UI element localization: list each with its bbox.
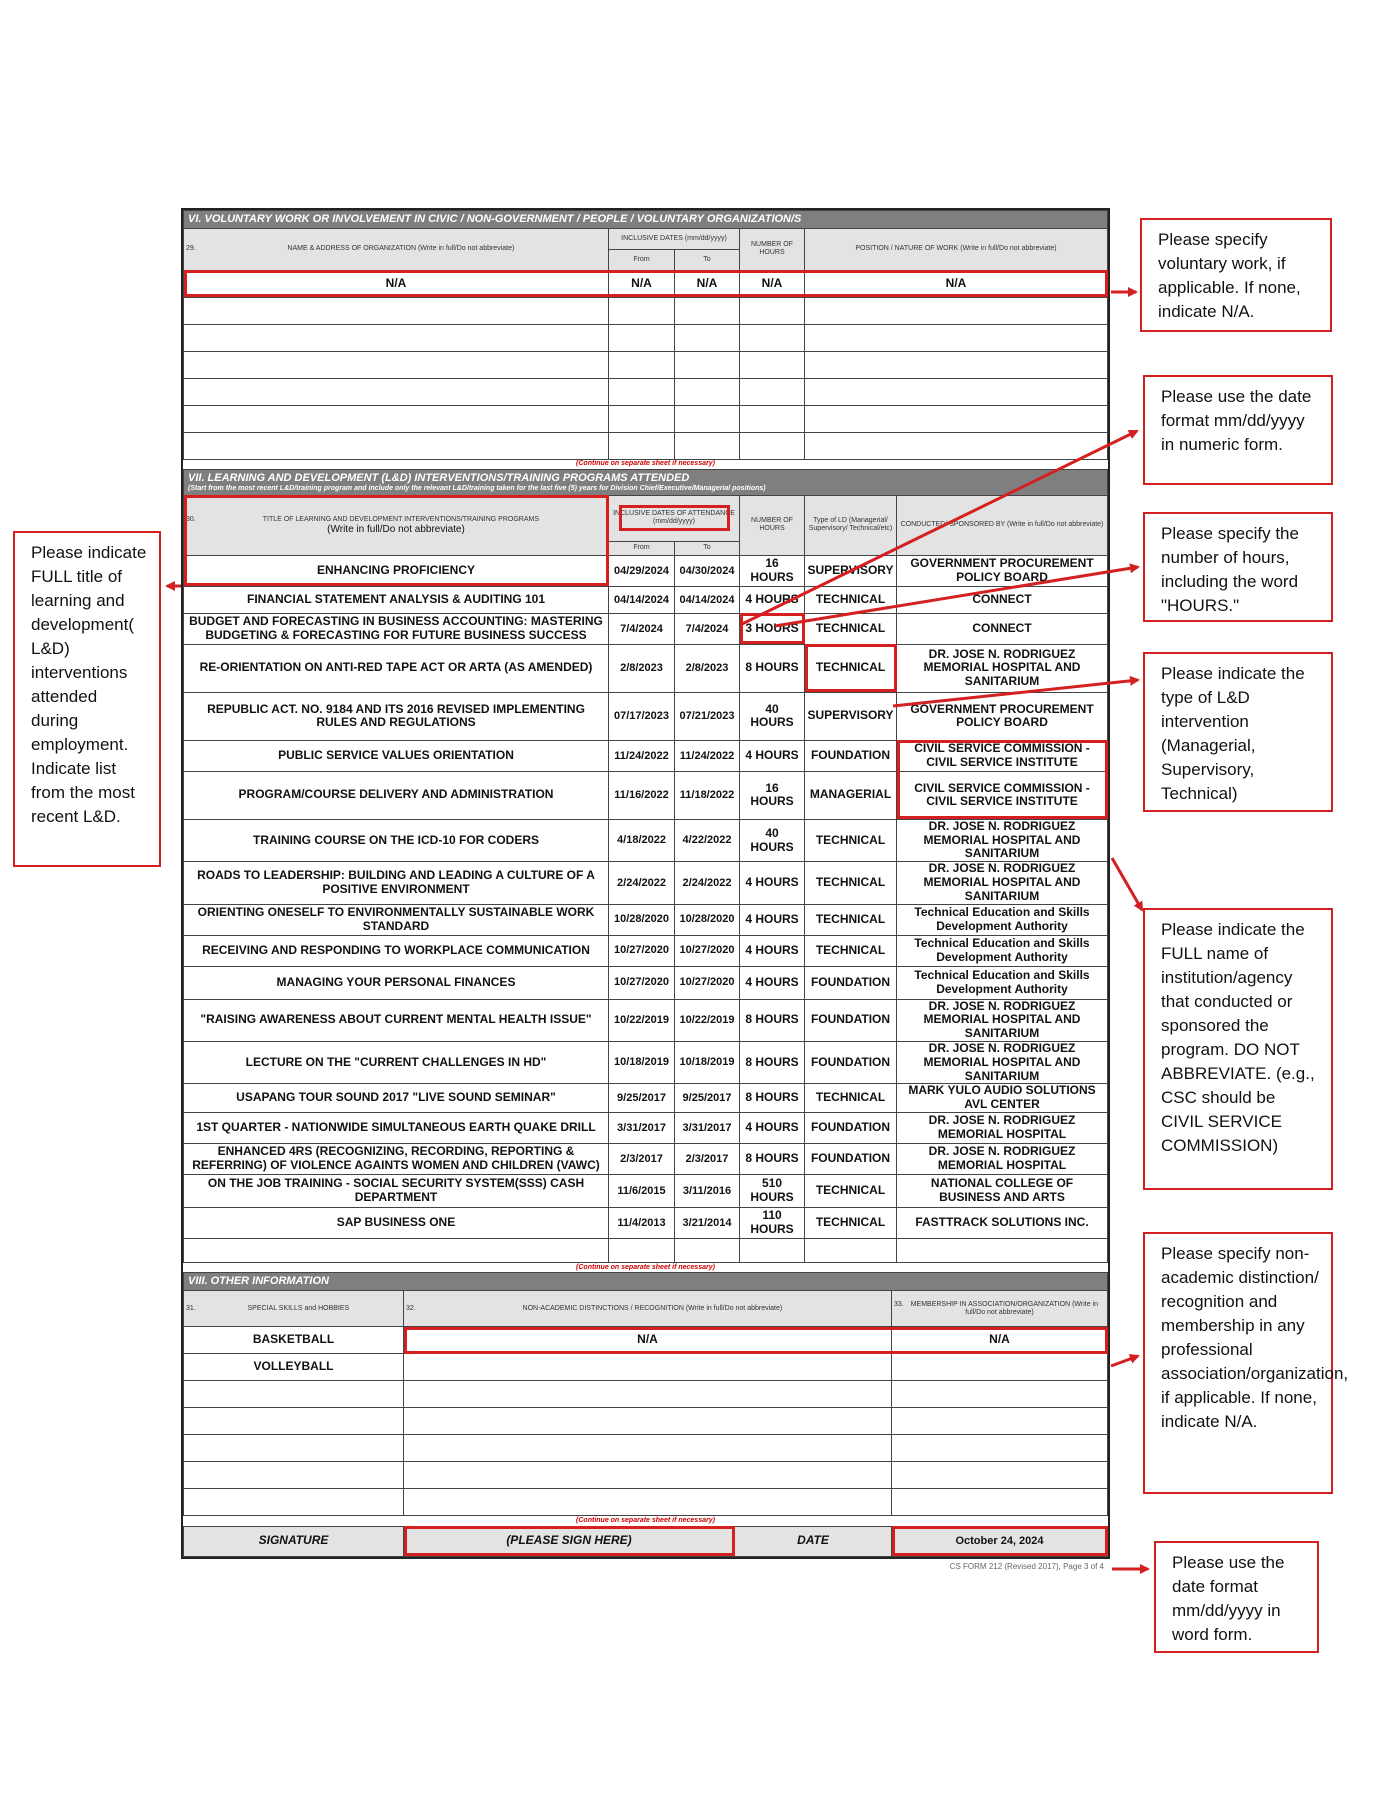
- ld-to[interactable]: 04/14/2024: [675, 586, 740, 613]
- ld-type[interactable]: SUPERVISORY: [805, 555, 897, 586]
- ld-title[interactable]: PUBLIC SERVICE VALUES ORIENTATION: [184, 740, 609, 771]
- vw-position[interactable]: N/A: [805, 270, 1108, 297]
- note-hours: Please specify the number of hours, including the word "HOURS.": [1143, 512, 1333, 622]
- note-voluntary: Please specify voluntary work, if applicable. If none, indicate N/A.: [1140, 218, 1332, 332]
- ld-title[interactable]: SAP BUSINESS ONE: [184, 1207, 609, 1238]
- ld-from[interactable]: 2/24/2022: [609, 862, 675, 904]
- ld-type[interactable]: FOUNDATION: [805, 740, 897, 771]
- ld-from[interactable]: 10/18/2019: [609, 1042, 675, 1084]
- vw-empty-row[interactable]: [184, 324, 1108, 351]
- note-date-word: Please use the date format mm/dd/yyyy in word form.: [1154, 1541, 1319, 1653]
- ld-sponsor[interactable]: DR. JOSE N. RODRIGUEZ MEMORIAL HOSPITAL AND SANITARIUM: [897, 819, 1108, 861]
- other-rows: [184, 1327, 1108, 1381]
- other-row: [184, 1327, 1108, 1354]
- vw-empty-row[interactable]: [184, 405, 1108, 432]
- ld-row: [184, 1084, 1108, 1113]
- ld-from[interactable]: 2/3/2017: [609, 1143, 675, 1174]
- form-code: CS FORM 212 (Revised 2017), Page 3 of 4: [949, 1561, 1104, 1571]
- ld-sponsor[interactable]: CONNECT: [897, 586, 1108, 613]
- ld-sponsor[interactable]: MARK YULO AUDIO SOLUTIONS AVL CENTER: [897, 1084, 1108, 1113]
- ld-from[interactable]: 10/22/2019: [609, 999, 675, 1041]
- ld-section-subtitle: (Start from the most recent L&D/training program and include only the relevant L&D/training taken for the last five (5) years for Division Chief/Executive/Managerial positions): [188, 484, 766, 492]
- date-label: DATE: [735, 1526, 892, 1556]
- ld-row: [184, 586, 1108, 613]
- ld-title[interactable]: ON THE JOB TRAINING - SOCIAL SECURITY SYSTEM(SSS) CASH DEPARTMENT: [184, 1174, 609, 1207]
- ld-type[interactable]: TECHNICAL: [805, 904, 897, 935]
- other-col-membership: 33. MEMBERSHIP IN ASSOCIATION/ORGANIZATION (Write in full/Do not abbreviate): [892, 1291, 1108, 1327]
- other-empty-row[interactable]: [184, 1489, 1108, 1516]
- ld-row: [184, 740, 1108, 771]
- ld-row: [184, 1207, 1108, 1238]
- vw-col-dates: INCLUSIVE DATES (mm/dd/yyyy): [609, 228, 740, 249]
- ld-title[interactable]: LECTURE ON THE "CURRENT CHALLENGES IN HD": [184, 1042, 609, 1084]
- ld-from[interactable]: 3/31/2017: [609, 1112, 675, 1143]
- ld-hours[interactable]: 40 HOURS: [740, 692, 805, 740]
- arrow-institution-icon: [1112, 858, 1142, 910]
- ld-title[interactable]: "RAISING AWARENESS ABOUT CURRENT MENTAL HEALTH ISSUE": [184, 999, 609, 1041]
- ld-empty-row[interactable]: [184, 1238, 1108, 1262]
- ld-sponsor[interactable]: NATIONAL COLLEGE OF BUSINESS AND ARTS: [897, 1174, 1108, 1207]
- ld-to[interactable]: 3/11/2016: [675, 1174, 740, 1207]
- ld-from[interactable]: 11/6/2015: [609, 1174, 675, 1207]
- ld-from[interactable]: 7/4/2024: [609, 613, 675, 644]
- ld-to[interactable]: 10/22/2019: [675, 999, 740, 1041]
- ld-type[interactable]: FOUNDATION: [805, 999, 897, 1041]
- ld-row: [184, 904, 1108, 935]
- ld-to[interactable]: 3/31/2017: [675, 1112, 740, 1143]
- other-empty-row[interactable]: [184, 1462, 1108, 1489]
- ld-title[interactable]: ROADS TO LEADERSHIP: BUILDING AND LEADING A CULTURE OF A POSITIVE ENVIRONMENT: [184, 862, 609, 904]
- ld-hours[interactable]: 8 HOURS: [740, 644, 805, 692]
- ld-title[interactable]: ORIENTING ONESELF TO ENVIRONMENTALLY SUSTAINABLE WORK STANDARD: [184, 904, 609, 935]
- ld-type[interactable]: TECHNICAL: [805, 1084, 897, 1113]
- ld-hours[interactable]: 16 HOURS: [740, 555, 805, 586]
- ld-row: [184, 966, 1108, 999]
- other-distinction[interactable]: N/A: [404, 1327, 892, 1354]
- ld-to[interactable]: 10/27/2020: [675, 966, 740, 999]
- ld-title[interactable]: 1ST QUARTER - NATIONWIDE SIMULTANEOUS EARTH QUAKE DRILL: [184, 1112, 609, 1143]
- ld-col-from: From: [609, 541, 675, 555]
- ld-from[interactable]: 10/27/2020: [609, 935, 675, 966]
- other-section-title: VIII. OTHER INFORMATION: [184, 1273, 1108, 1291]
- ld-from[interactable]: 4/18/2022: [609, 819, 675, 861]
- ld-row: [184, 613, 1108, 644]
- ld-col-to: To: [675, 541, 740, 555]
- ld-to[interactable]: 10/28/2020: [675, 904, 740, 935]
- ld-title[interactable]: USAPANG TOUR SOUND 2017 "LIVE SOUND SEMINAR": [184, 1084, 609, 1113]
- ld-from[interactable]: 07/17/2023: [609, 692, 675, 740]
- other-col-skills: 31. SPECIAL SKILLS and HOBBIES: [184, 1291, 404, 1327]
- ld-title[interactable]: REPUBLIC ACT. NO. 9184 AND ITS 2016 REVISED IMPLEMENTING RULES AND REGULATIONS: [184, 692, 609, 740]
- ld-hours[interactable]: 8 HOURS: [740, 1143, 805, 1174]
- other-empty-row[interactable]: [184, 1408, 1108, 1435]
- ld-title[interactable]: PROGRAM/COURSE DELIVERY AND ADMINISTRATION: [184, 771, 609, 819]
- ld-from[interactable]: 11/4/2013: [609, 1207, 675, 1238]
- vw-empty-row[interactable]: [184, 351, 1108, 378]
- vw-row: [184, 270, 1108, 297]
- note-date-numeric: Please use the date format mm/dd/yyyy in numeric form.: [1143, 375, 1333, 485]
- other-continue-note: (Continue on separate sheet if necessary): [184, 1516, 1108, 1526]
- ld-sponsor[interactable]: DR. JOSE N. RODRIGUEZ MEMORIAL HOSPITAL AND SANITARIUM: [897, 999, 1108, 1041]
- ld-hours[interactable]: 4 HOURS: [740, 862, 805, 904]
- vw-col-from: From: [609, 249, 675, 270]
- ld-sponsor[interactable]: DR. JOSE N. RODRIGUEZ MEMORIAL HOSPITAL AND SANITARIUM: [897, 644, 1108, 692]
- other-skill[interactable]: VOLLEYBALL: [184, 1354, 404, 1381]
- ld-sponsor[interactable]: DR. JOSE N. RODRIGUEZ MEMORIAL HOSPITAL: [897, 1143, 1108, 1174]
- ld-type[interactable]: TECHNICAL: [805, 586, 897, 613]
- ld-from[interactable]: 2/8/2023: [609, 644, 675, 692]
- ld-to[interactable]: 10/27/2020: [675, 935, 740, 966]
- other-col-distinctions: 32. NON-ACADEMIC DISTINCTIONS / RECOGNITION (Write in full/Do not abbreviate): [404, 1291, 892, 1327]
- ld-to[interactable]: 2/3/2017: [675, 1143, 740, 1174]
- ld-sponsor[interactable]: CONNECT: [897, 613, 1108, 644]
- ld-row: [184, 1174, 1108, 1207]
- ld-sponsor[interactable]: FASTTRACK SOLUTIONS INC.: [897, 1207, 1108, 1238]
- ld-to[interactable]: 10/18/2019: [675, 1042, 740, 1084]
- ld-row: [184, 999, 1108, 1041]
- ld-rows: [184, 555, 1108, 1238]
- vw-name[interactable]: N/A: [184, 270, 609, 297]
- ld-to[interactable]: 07/21/2023: [675, 692, 740, 740]
- ld-row: [184, 862, 1108, 904]
- vw-to[interactable]: N/A: [675, 270, 740, 297]
- ld-col-hours: NUMBER OF HOURS: [740, 495, 805, 555]
- ld-title[interactable]: ENHANCING PROFICIENCY: [184, 555, 609, 586]
- ld-sponsor[interactable]: Technical Education and Skills Development Authority: [897, 935, 1108, 966]
- ld-title[interactable]: TRAINING COURSE ON THE ICD-10 FOR CODERS: [184, 819, 609, 861]
- ld-sponsor[interactable]: GOVERNMENT PROCUREMENT POLICY BOARD: [897, 555, 1108, 586]
- ld-sponsor[interactable]: DR. JOSE N. RODRIGUEZ MEMORIAL HOSPITAL AND SANITARIUM: [897, 862, 1108, 904]
- ld-type[interactable]: FOUNDATION: [805, 1042, 897, 1084]
- ld-section-title: VII. LEARNING AND DEVELOPMENT (L&D) INTERVENTIONS/TRAINING PROGRAMS ATTENDED (Start from the most recent L&D/training program and include only the relevant L&D/training taken for the last five (5) years for Division Chief/Executive/Managerial positions): [184, 470, 1108, 496]
- ld-type[interactable]: TECHNICAL: [805, 862, 897, 904]
- ld-title[interactable]: BUDGET AND FORECASTING IN BUSINESS ACCOUNTING: MASTERING BUDGETING & FORECASTING FOR FUTURE BUSINESS SUCCESS: [184, 613, 609, 644]
- ld-to[interactable]: 11/24/2022: [675, 740, 740, 771]
- pds-form-page: [181, 208, 1110, 1571]
- ld-from[interactable]: 11/16/2022: [609, 771, 675, 819]
- other-membership[interactable]: [892, 1354, 1108, 1381]
- ld-hours[interactable]: 4 HOURS: [740, 966, 805, 999]
- ld-to[interactable]: 04/30/2024: [675, 555, 740, 586]
- ld-sponsor[interactable]: Technical Education and Skills Development Authority: [897, 904, 1108, 935]
- ld-type[interactable]: SUPERVISORY: [805, 692, 897, 740]
- ld-type[interactable]: TECHNICAL: [805, 819, 897, 861]
- vw-from[interactable]: N/A: [609, 270, 675, 297]
- ld-from[interactable]: 04/14/2024: [609, 586, 675, 613]
- ld-type[interactable]: FOUNDATION: [805, 1112, 897, 1143]
- ld-continue-note: (Continue on separate sheet if necessary): [184, 1262, 1108, 1272]
- ld-sponsor[interactable]: Technical Education and Skills Development Authority: [897, 966, 1108, 999]
- ld-hours[interactable]: 110 HOURS: [740, 1207, 805, 1238]
- ld-title[interactable]: RE-ORIENTATION ON ANTI-RED TAPE ACT OR ARTA (AS AMENDED): [184, 644, 609, 692]
- note-distinction: Please specify non-academic distinction/ recognition and membership in any professional association/organization, if applicable. If none, indicate N/A.: [1143, 1232, 1333, 1494]
- ld-hours[interactable]: 16 HOURS: [740, 771, 805, 819]
- ld-row: [184, 935, 1108, 966]
- vw-hours[interactable]: N/A: [740, 270, 805, 297]
- other-distinction[interactable]: [404, 1354, 892, 1381]
- ld-type[interactable]: TECHNICAL: [805, 644, 897, 692]
- vw-col-hours: NUMBER OF HOURS: [740, 228, 805, 270]
- voluntary-section-title: VI. VOLUNTARY WORK OR INVOLVEMENT IN CIVIC / NON-GOVERNMENT / PEOPLE / VOLUNTARY ORGANIZATION/S: [184, 211, 1108, 229]
- vw-col-position: POSITION / NATURE OF WORK (Write in full/Do not abbreviate): [805, 228, 1108, 270]
- ld-from[interactable]: 10/28/2020: [609, 904, 675, 935]
- ld-title[interactable]: ENHANCED 4RS (RECOGNIZING, RECORDING, REPORTING & REFERRING) OF VIOLENCE AGAINTS WOMEN AND CHILDREN (VAWC): [184, 1143, 609, 1174]
- ld-row: [184, 555, 1108, 586]
- ld-to[interactable]: 2/24/2022: [675, 862, 740, 904]
- vw-empty-row[interactable]: [184, 432, 1108, 459]
- ld-from[interactable]: 11/24/2022: [609, 740, 675, 771]
- ld-from[interactable]: 10/27/2020: [609, 966, 675, 999]
- ld-type[interactable]: TECHNICAL: [805, 1207, 897, 1238]
- note-institution: Please indicate the FULL name of institution/agency that conducted or sponsored the program. DO NOT ABBREVIATE. (e.g., CSC should be CIVIL SERVICE COMMISSION): [1143, 908, 1333, 1190]
- note-type: Please indicate the type of L&D intervention (Managerial, Supervisory, Technical): [1143, 652, 1333, 812]
- ld-to[interactable]: 2/8/2023: [675, 644, 740, 692]
- ld-from[interactable]: 9/25/2017: [609, 1084, 675, 1113]
- ld-hours[interactable]: 40 HOURS: [740, 819, 805, 861]
- ld-sponsor[interactable]: CIVIL SERVICE COMMISSION - CIVIL SERVICE INSTITUTE: [897, 740, 1108, 771]
- ld-row: [184, 1143, 1108, 1174]
- date-field[interactable]: October 24, 2024: [892, 1526, 1108, 1556]
- other-membership[interactable]: N/A: [892, 1327, 1108, 1354]
- ld-col-dates: INCLUSIVE DATES OF ATTENDANCE (mm/dd/yyyy): [609, 495, 740, 541]
- ld-hours[interactable]: 8 HOURS: [740, 1084, 805, 1113]
- other-row: [184, 1354, 1108, 1381]
- ld-type[interactable]: FOUNDATION: [805, 1143, 897, 1174]
- ld-type[interactable]: FOUNDATION: [805, 966, 897, 999]
- signature-field[interactable]: (PLEASE SIGN HERE): [404, 1526, 735, 1556]
- vw-col-name: 29. NAME & ADDRESS OF ORGANIZATION (Write in full/Do not abbreviate): [184, 228, 609, 270]
- ld-type[interactable]: MANAGERIAL: [805, 771, 897, 819]
- ld-row: [184, 1112, 1108, 1143]
- ld-title[interactable]: MANAGING YOUR PERSONAL FINANCES: [184, 966, 609, 999]
- ld-to[interactable]: 3/21/2014: [675, 1207, 740, 1238]
- ld-hours[interactable]: 8 HOURS: [740, 1042, 805, 1084]
- ld-table: [183, 469, 1108, 1272]
- ld-type[interactable]: TECHNICAL: [805, 1174, 897, 1207]
- ld-hours[interactable]: 8 HOURS: [740, 999, 805, 1041]
- signature-label: SIGNATURE: [184, 1526, 404, 1556]
- ld-hours[interactable]: 3 HOURS: [740, 613, 805, 644]
- ld-title[interactable]: FINANCIAL STATEMENT ANALYSIS & AUDITING 101: [184, 586, 609, 613]
- ld-col-type: Type of LD (Managerial/ Supervisory/ Technical/etc): [805, 495, 897, 555]
- arrow-distinction-icon: [1111, 1356, 1138, 1366]
- signature-table: [183, 1526, 1108, 1557]
- ld-from[interactable]: 04/29/2024: [609, 555, 675, 586]
- other-empty-row[interactable]: [184, 1435, 1108, 1462]
- vw-col-to: To: [675, 249, 740, 270]
- ld-hours[interactable]: 510 HOURS: [740, 1174, 805, 1207]
- ld-type[interactable]: TECHNICAL: [805, 935, 897, 966]
- other-info-table: [183, 1272, 1108, 1525]
- voluntary-work-table: [183, 210, 1108, 469]
- ld-hours[interactable]: 4 HOURS: [740, 904, 805, 935]
- ld-hours[interactable]: 4 HOURS: [740, 935, 805, 966]
- ld-type[interactable]: TECHNICAL: [805, 613, 897, 644]
- ld-row: [184, 692, 1108, 740]
- ld-hours[interactable]: 4 HOURS: [740, 740, 805, 771]
- ld-to[interactable]: 11/18/2022: [675, 771, 740, 819]
- ld-col-title: 30. TITLE OF LEARNING AND DEVELOPMENT INTERVENTIONS/TRAINING PROGRAMS (Write in full/Do not abbreviate): [184, 495, 609, 555]
- ld-title[interactable]: RECEIVING AND RESPONDING TO WORKPLACE COMMUNICATION: [184, 935, 609, 966]
- other-skill[interactable]: BASKETBALL: [184, 1327, 404, 1354]
- ld-row: [184, 644, 1108, 692]
- ld-sponsor[interactable]: GOVERNMENT PROCUREMENT POLICY BOARD: [897, 692, 1108, 740]
- ld-row: [184, 1042, 1108, 1084]
- other-empty-row[interactable]: [184, 1381, 1108, 1408]
- ld-sponsor[interactable]: DR. JOSE N. RODRIGUEZ MEMORIAL HOSPITAL: [897, 1112, 1108, 1143]
- ld-to[interactable]: 9/25/2017: [675, 1084, 740, 1113]
- ld-hours[interactable]: 4 HOURS: [740, 586, 805, 613]
- ld-to[interactable]: 4/22/2022: [675, 819, 740, 861]
- vw-continue-note: (Continue on separate sheet if necessary): [184, 459, 1108, 469]
- ld-to[interactable]: 7/4/2024: [675, 613, 740, 644]
- ld-row: [184, 819, 1108, 861]
- ld-col-sponsor: CONDUCTED/ SPONSORED BY (Write in full/Do not abbreviate): [897, 495, 1108, 555]
- ld-sponsor[interactable]: DR. JOSE N. RODRIGUEZ MEMORIAL HOSPITAL AND SANITARIUM: [897, 1042, 1108, 1084]
- ld-sponsor[interactable]: CIVIL SERVICE COMMISSION - CIVIL SERVICE INSTITUTE: [897, 771, 1108, 819]
- ld-hours[interactable]: 4 HOURS: [740, 1112, 805, 1143]
- ld-row: [184, 771, 1108, 819]
- note-title: Please indicate FULL title of learning and development( L&D) interventions attended during employment. Indicate list from the most recent L&D.: [13, 531, 161, 867]
- vw-empty-row[interactable]: [184, 378, 1108, 405]
- vw-empty-row[interactable]: [184, 297, 1108, 324]
